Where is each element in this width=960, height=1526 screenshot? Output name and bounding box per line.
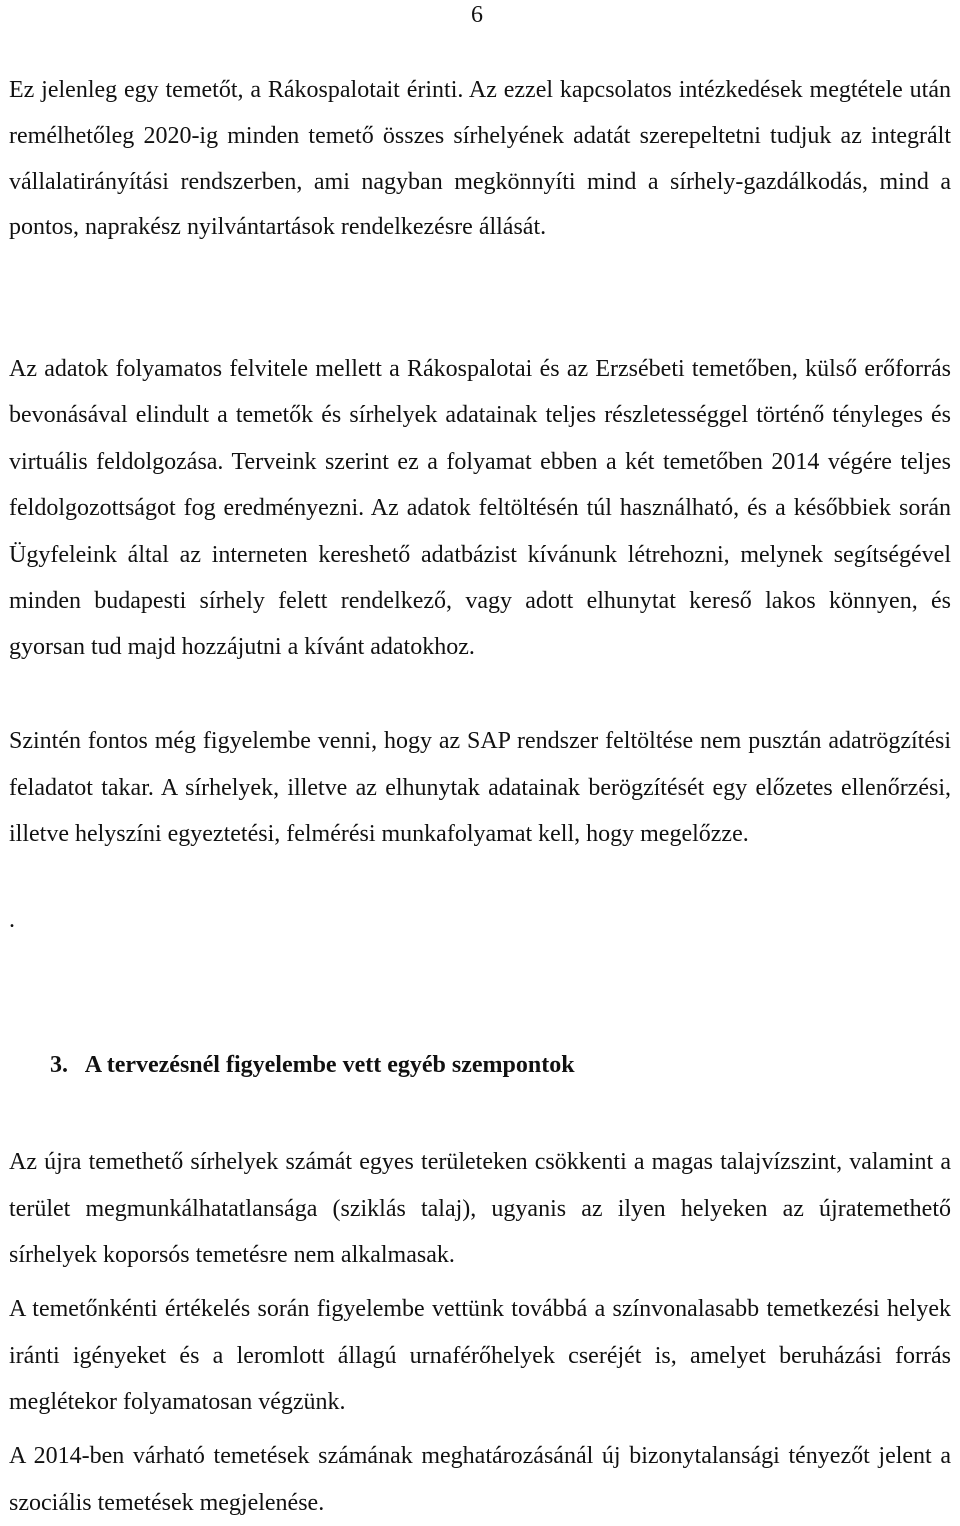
stray-dot: .	[9, 907, 15, 933]
paragraph-cemetery-status: Ez jelenleg egy temetőt, a Rákospalotait érinti. Az ezzel kapcsolatos intézkedések megtétele után remélhetőleg 2020-ig minden temető összes sírhelyének adatát szerepeltetni tudjuk az integrált vállalatirányítási rendszerben, ami nagyban megkönnyíti mind a sírhely-gazdálkodás, mind a pontos, naprakész nyilvántartások rendelkezésre állását.	[9, 77, 951, 241]
page-number: 6	[471, 2, 483, 28]
paragraph-data-processing: Az adatok folyamatos felvitele mellett a Rákospalotai és az Erzsébeti temetőben, külső erőforrás bevonásával elindult a temetők és sírhelyek adatainak teljes részletességgel történő tényleges és virtuális feldolgozása. Terveink szerint ez a folyamat ebben a két temetőben 2014 végére teljes feldolgozottságot fog eredményezni. Az adatok feltöltésén túl használható, és a későbbiek során Ügyfeleink által az interneten kereshető adatbázist kívánunk létrehozni, melynek segítségével minden budapesti sírhely felett rendelkező, vagy adott elhunytat kereső lakos könnyen, és gyorsan tud majd hozzájutni a kívánt adatokhoz.	[9, 356, 951, 661]
section-number: 3.	[50, 1052, 68, 1078]
paragraph-sap-upload: Szintén fontos még figyelembe venni, hogy az SAP rendszer feltöltése nem pusztán adatrögzítési feladatot takar. A sírhelyek, illetve az elhunytak adatainak berögzítését egy előzetes ellenőrzési, illetve helyszíni egyeztetési, felmérési munkafolyamat kell, hogy megelőzze.	[9, 728, 951, 848]
section-heading	[50, 1050, 575, 1080]
paragraph-evaluation: A temetőnkénti értékelés során figyelembe vettünk továbbá a színvonalasabb temetkezési helyek iránti igényeket és a leromlott állagú urnaférőhelyek cseréjét is, amelyet beruházási forrás meglétekor folyamatosan végzünk.	[9, 1296, 951, 1416]
section-title: A tervezésnél figyelembe vett egyéb szempontok	[84, 1052, 575, 1078]
paragraph-reburial-limits: Az újra temethető sírhelyek számát egyes területeken csökkenti a magas talajvízszint, valamint a terület megmunkálhatatlansága (sziklás talaj), ugyanis az ilyen helyeken az újratemethető sírhelyek koporsós temetésre nem alkalmasak.	[9, 1149, 951, 1269]
paragraph-uncertainty: A 2014-ben várható temetések számának meghatározásánál új bizonytalansági tényezőt jelent a szociális temetések megjelenése.	[9, 1443, 951, 1516]
